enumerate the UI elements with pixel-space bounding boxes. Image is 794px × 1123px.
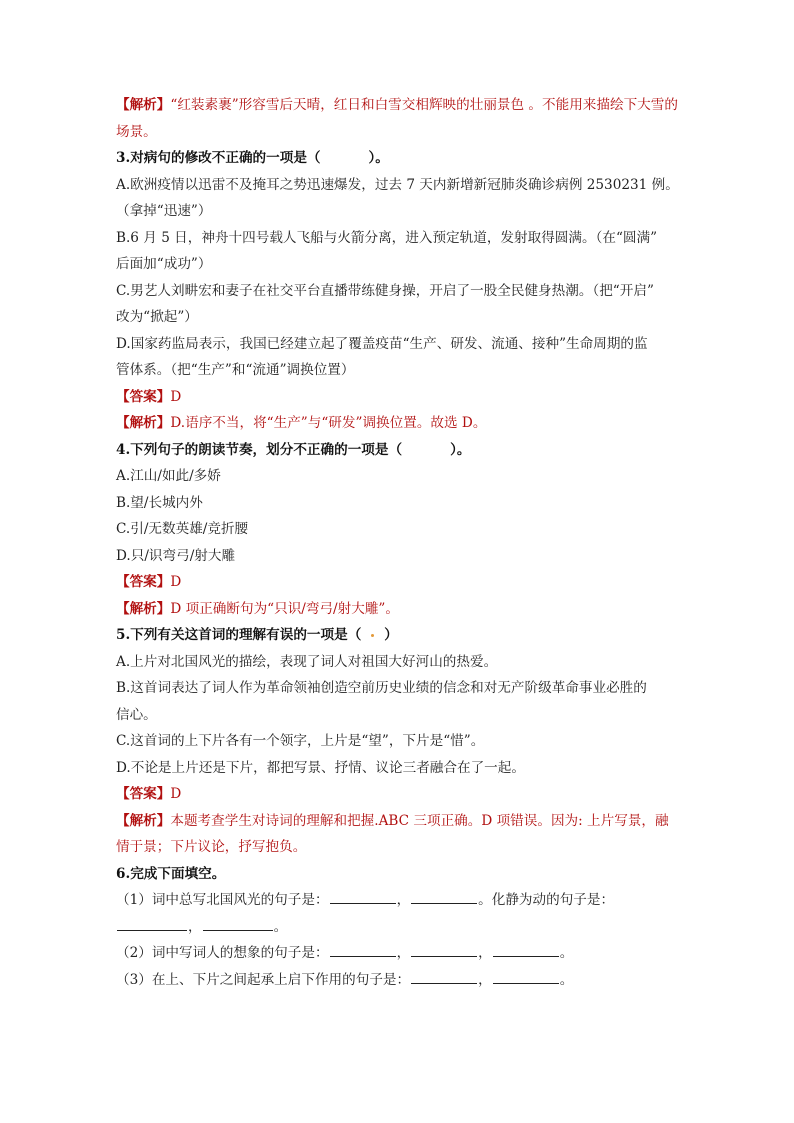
answer-tag: 【答案】 [116,786,171,802]
answer-value: D [170,388,182,405]
q5-analysis-cont: 情于景；下片议论，抒写抱负。 [116,839,307,855]
q4-answer [116,569,682,596]
q3-option-b: B.6 月 5 日，神舟十四号载人飞船与火箭分离，进入预定轨道，发射取得圆满。（在“圆满” [116,229,658,246]
q5-analysis [116,808,682,835]
fill-blank[interactable] [493,943,559,957]
q6-item-1: （1）词中总写北国风光的句子是： ， 。化静为动的句子是： [116,892,615,908]
q3-option-c-cont: 改为“掀起”） [116,309,198,325]
analysis-tag: 【解析】 [116,812,171,829]
q6-item-1-cont: ， 。 [116,914,682,941]
q4-option-d: D.只/识弯弓/射大雕 [116,547,236,564]
analysis-tag: 【解析】 [116,600,171,617]
fill-blank[interactable] [117,917,187,931]
fill-blank[interactable] [411,943,477,957]
fill-blank[interactable] [411,970,477,984]
q4-analysis [116,596,682,623]
q3-option-b-cont: 后面加“成功”） [116,256,212,272]
fill-blank[interactable] [203,917,273,931]
analysis-text: “红装素裹”形容雪后天晴，红日和白雪交相辉映的壮丽景色 。不能用来描绘下大雪的 [170,97,678,113]
analysis-tag: 【解析】 [116,97,171,113]
analysis-text: D 项正确断句为“只识/弯弓/射大雕”。 [170,600,399,617]
analysis-paragraph [116,92,682,119]
fill-blank[interactable] [330,890,396,904]
q5-option-d: D.不论是上片还是下片，都把写景、抒情、议论三者融合在了一起。 [116,759,525,776]
question-4-title: 4.下列句子的朗读节奏，划分不正确的一项是（ ）。 [116,441,471,458]
q5-answer [116,781,682,808]
analysis-text: 本题考查学生对诗词的理解和把握.ABC 三项正确。D 项错误。因为: 上片写景，融 [170,812,669,829]
analysis-tag: 【解析】 [116,415,171,431]
q5-option-b: B.这首词表达了词人作为革命领袖创造空前历史业绩的信念和对无产阶级革命事业必胜的 [116,680,647,696]
question-5-title: 5.下列有关这首词的理解有误的一项是（ ） [116,627,398,643]
q5-option-b-cont: 信心。 [116,706,157,723]
q4-option-c: C.引/无数英雄/竞折腰 [116,521,249,537]
analysis-text: D.语序不当，将“生产”与“研发”调换位置。故选 D。 [170,415,487,431]
q4-option-a: A.江山/如此/多娇 [116,468,221,484]
q5-option-c: C.这首词的上下片各有一个领字，上片是“望”，下片是“惜”。 [116,733,485,749]
fill-blank[interactable] [411,890,477,904]
q3-answer [116,384,682,411]
q6-item-3: （3）在上、下片之间起承上启下作用的句子是： ， 。 [116,971,574,988]
q3-option-c: C.男艺人刘畊宏和妻子在社交平台直播带练健身操，开启了一股全民健身热潮。（把“开启” [116,282,654,299]
q3-option-d: D.国家药监局表示，我国已经建立起了覆盖疫苗“生产、研发、流通、接种”生命周期的监 [116,335,648,352]
q3-option-d-cont: 管体系。（把“生产”和“流通”调换位置） [116,362,355,378]
question-3-title: 3.对病句的修改不正确的一项是（ ）。 [116,150,389,166]
answer-value: D [170,786,182,802]
analysis-continuation: 场景。 [116,123,157,140]
dot-mark [371,634,374,637]
q5-option-a: A.上片对北国风光的描绘，表现了词人对祖国大好河山的热爱。 [116,653,498,670]
question-6-title: 6.完成下面填空。 [116,865,226,882]
q3-analysis [116,410,682,437]
answer-value: D [170,574,182,590]
fill-blank[interactable] [493,970,559,984]
fill-blank[interactable] [330,943,396,957]
q3-option-a-cont: （拿掉“迅速”） [116,203,212,219]
q3-option-a: A.欧洲疫情以迅雷不及掩耳之势迅速爆发，过去 7 天内新增新冠肺炎确诊病例 2530231 例。 [116,176,679,193]
q6-item-2: （2）词中写词人的想象的句子是： ， ， 。 [116,945,574,961]
document-page [116,92,682,993]
answer-tag: 【答案】 [116,574,171,590]
q4-option-b: B.望/长城内外 [116,494,203,511]
answer-tag: 【答案】 [116,388,171,405]
